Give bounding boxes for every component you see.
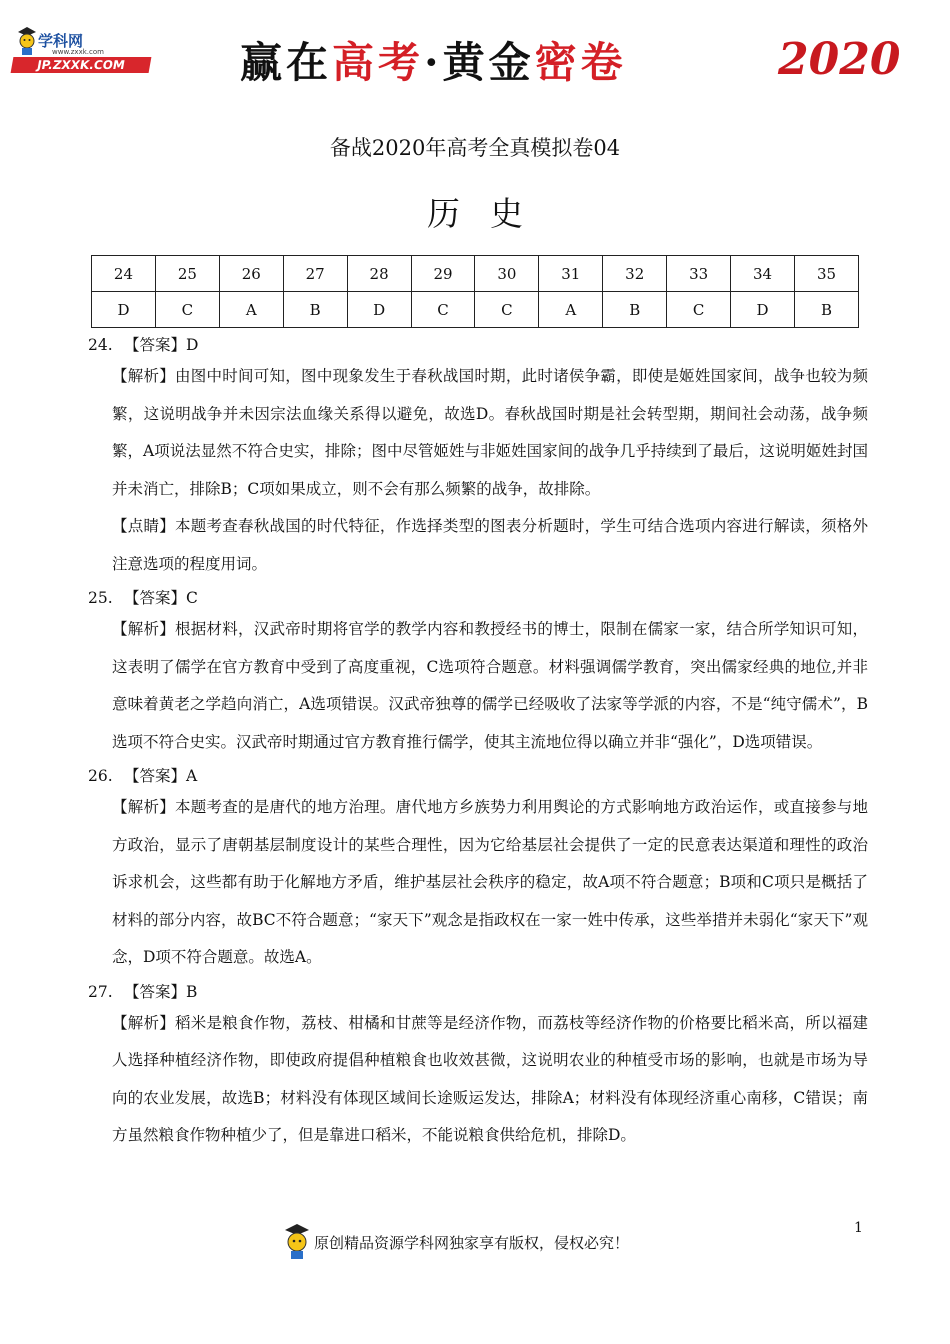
question-number-cell: 26	[219, 256, 283, 292]
answer-explanations	[88, 330, 868, 1155]
question-number-cell: 34	[731, 256, 795, 292]
logo-small-url: www.zxxk.com	[52, 48, 104, 56]
question-number-cell: 30	[475, 256, 539, 292]
answer-cell: C	[411, 292, 475, 328]
answer-cell: D	[92, 292, 156, 328]
answer-cell: D	[731, 292, 795, 328]
footer	[0, 1222, 950, 1262]
banner-part-1: 赢在	[240, 38, 333, 87]
logo-url-banner: JP.ZXXK.COM	[11, 57, 152, 73]
answer-cell: A	[539, 292, 603, 328]
question-answer-line	[88, 586, 868, 611]
question-number-cell: 27	[283, 256, 347, 292]
answer-cell: C	[155, 292, 219, 328]
banner-title	[240, 30, 720, 90]
question-number: 25.	[88, 589, 113, 607]
question-number-cell: 29	[411, 256, 475, 292]
question-number-cell: 25	[155, 256, 219, 292]
analysis-paragraph: 【解析】根据材料，汉武帝时期将官学的教学内容和教授经书的博士，限制在儒家一家，结合所学知识可知，这表明了儒学在官方教育中受到了高度重视，C选项符合题意。材料强调儒学教育，突出儒家经典的地位,并非意味着黄老之学趋向消亡，A选项错误。汉武帝独尊的儒学已经吸收了法家等学派的内容，不是“纯守儒术”，B选项不符合史实。汉武帝时期通过官方教育推行儒学，使其主流地位得以确立并非“强化”，D选项错误。	[112, 620, 868, 751]
question-answer-line	[88, 764, 868, 789]
mascot-icon	[16, 26, 38, 56]
answer-cell: B	[794, 292, 858, 328]
question-number-cell: 32	[603, 256, 667, 292]
remark-paragraph: 【点睛】本题考查春秋战国的时代特征，作选择类型的图表分析题时，学生可结合选项内容进行解读，须格外注意选项的程度用词。	[112, 517, 868, 573]
answer-cell: A	[219, 292, 283, 328]
answer-cell: C	[475, 292, 539, 328]
question-number: 27.	[88, 982, 113, 1001]
year-logo: 2020	[778, 34, 901, 85]
question-answer: 【答案】B	[124, 982, 198, 1001]
question-answer: 【答案】D	[124, 336, 199, 354]
copyright-notice: 原创精品资源学科网独家享有版权，侵权必究！	[314, 1234, 630, 1252]
question-answer-line	[88, 980, 868, 1005]
mascot-icon	[282, 1222, 312, 1260]
answer-cell: D	[347, 292, 411, 328]
logo-site-name: 学科网	[38, 32, 84, 50]
answer-table-answers-row	[92, 292, 859, 328]
question-answer: 【答案】C	[124, 589, 198, 607]
analysis-paragraph: 【解析】由图中时间可知，图中现象发生于春秋战国时期，此时诸侯争霸，即使是姬姓国家间，战争也较为频繁，这说明战争并未因宗法血缘关系得以避免，故选D。春秋战国时期是社会转型期，期间社会动荡，战争频繁，A项说法显然不符合史实，排除；图中尽管姬姓与非姬姓国家间的战争几乎持续到了最后，这说明姬姓封国并未消亡，排除B；C项如果成立，则不会有那么频繁的战争，故排除。	[112, 367, 868, 498]
question-number-cell: 31	[539, 256, 603, 292]
answer-table-numbers-row	[92, 256, 859, 292]
question-answer-line	[88, 333, 868, 358]
question-block-24	[88, 333, 868, 583]
question-number: 26.	[88, 767, 113, 785]
page-number: 1	[854, 1220, 863, 1236]
answer-table	[91, 255, 859, 328]
xuekewang-logo	[12, 24, 152, 76]
question-block-26	[88, 764, 868, 977]
banner-part-2: 高考	[332, 38, 425, 87]
question-block-25	[88, 586, 868, 761]
analysis-paragraph: 【解析】稻米是粮食作物，荔枝、柑橘和甘蔗等是经济作物，而荔枝等经济作物的价格要比稻米高，所以福建人选择种植经济作物，即使政府提倡种植粮食也收效甚微，这说明农业的种植受市场的影响，也就是市场为导向的农业发展，故选B；材料没有体现区域间长途贩运发达，排除A；材料没有体现经济重心南移，C错误；南方虽然粮食作物种植少了，但是靠进口稻米，不能说粮食供给危机，排除D。	[112, 1013, 868, 1144]
question-answer: 【答案】A	[124, 767, 198, 785]
banner-part-4: 密卷	[534, 38, 627, 87]
analysis-paragraph: 【解析】本题考查的是唐代的地方治理。唐代地方乡族势力利用舆论的方式影响地方政治运作，或直接参与地方政治，显示了唐朝基层制度设计的某些合理性，因为它给基层社会提供了一定的民意表达渠道和理性的政治诉求机会，这些都有助于化解地方矛盾，维护基层社会秩序的稳定，故A项不符合题意；B项和C项只是概括了材料的部分内容，故BC不符合题意；“家天下”观念是指政权在一家一姓中传承，这些举措并未弱化“家天下”观念，D项不符合题意。故选A。	[112, 798, 868, 966]
answer-cell: B	[283, 292, 347, 328]
banner-part-3: ·黄金	[424, 38, 535, 87]
question-number-cell: 24	[92, 256, 156, 292]
question-number-cell: 28	[347, 256, 411, 292]
question-number-cell: 35	[794, 256, 858, 292]
answer-cell: C	[667, 292, 731, 328]
question-block-27	[88, 980, 868, 1155]
question-number: 24.	[88, 336, 113, 354]
question-number-cell: 33	[667, 256, 731, 292]
subject-title: 历史	[427, 194, 553, 233]
answer-cell: B	[603, 292, 667, 328]
exam-title: 备战2020年高考全真模拟卷04	[329, 136, 621, 160]
